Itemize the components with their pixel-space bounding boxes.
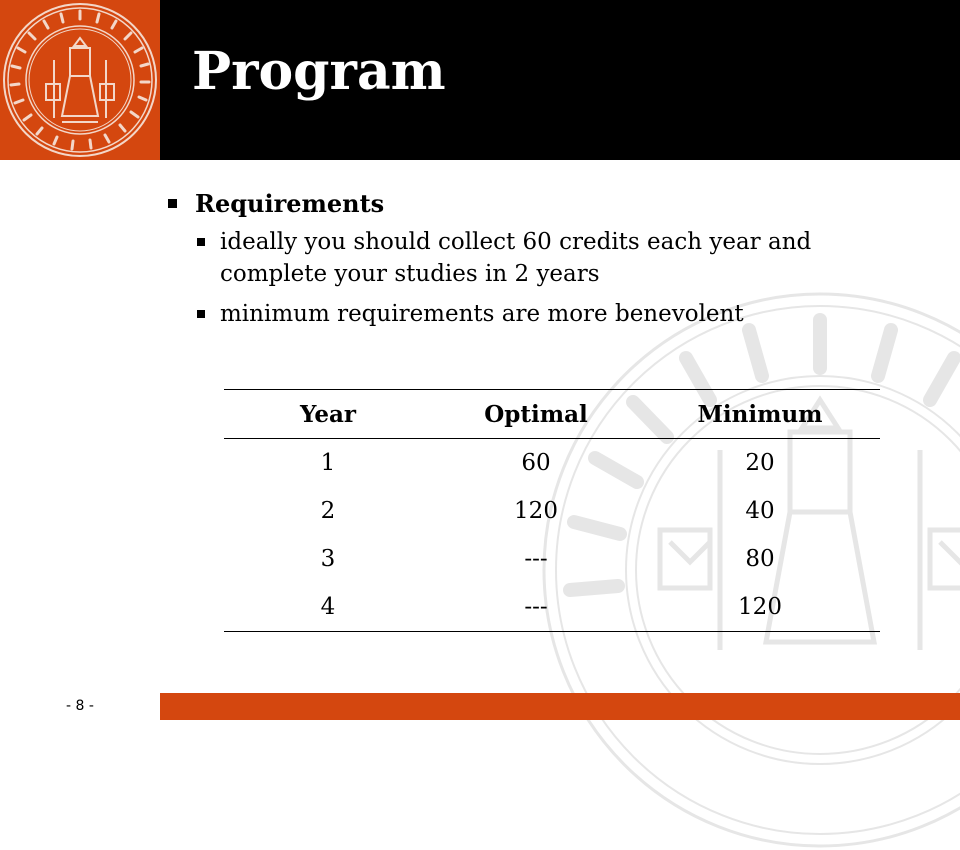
table-header-row [224, 390, 880, 439]
sub-bullet-text: minimum requirements are more benevolent [220, 301, 744, 327]
table-cell: 3 [320, 546, 336, 572]
column-header-optimal: Optimal [432, 390, 640, 439]
table-cell: 80 [745, 546, 775, 572]
table-cell: 1 [320, 450, 336, 476]
slide-title: Program [192, 41, 446, 102]
table-cell: 4 [224, 583, 432, 632]
bullet-list [168, 186, 888, 330]
footer-bar [160, 693, 960, 720]
column-header-year: Year [224, 390, 432, 439]
table-row [224, 439, 880, 488]
table-row [224, 487, 880, 535]
table-row [224, 535, 880, 583]
column-header-minimum: Minimum [640, 390, 880, 439]
university-seal-logo [0, 0, 160, 160]
table-cell: --- [524, 546, 548, 572]
credits-table [224, 389, 880, 632]
page-number: - 8 - [66, 698, 94, 714]
table-cell: 60 [521, 450, 551, 476]
table-row [224, 583, 880, 632]
square-bullet-icon [197, 310, 205, 318]
table-cell: 120 [514, 498, 558, 524]
sub-bullet [197, 298, 888, 330]
bullet-heading-text: Requirements [195, 189, 385, 218]
table-cell: 2 [320, 498, 336, 524]
table-cell: --- [432, 583, 640, 632]
table-cell: 20 [745, 450, 775, 476]
square-bullet-icon [197, 238, 205, 246]
square-bullet-icon [168, 199, 177, 208]
bullet-heading [168, 186, 888, 222]
sub-bullet [197, 226, 888, 290]
table-cell: 120 [640, 583, 880, 632]
sub-bullet-text: ideally you should collect 60 credits each year and complete your studies in 2 years [220, 229, 812, 287]
table-cell: 40 [745, 498, 775, 524]
